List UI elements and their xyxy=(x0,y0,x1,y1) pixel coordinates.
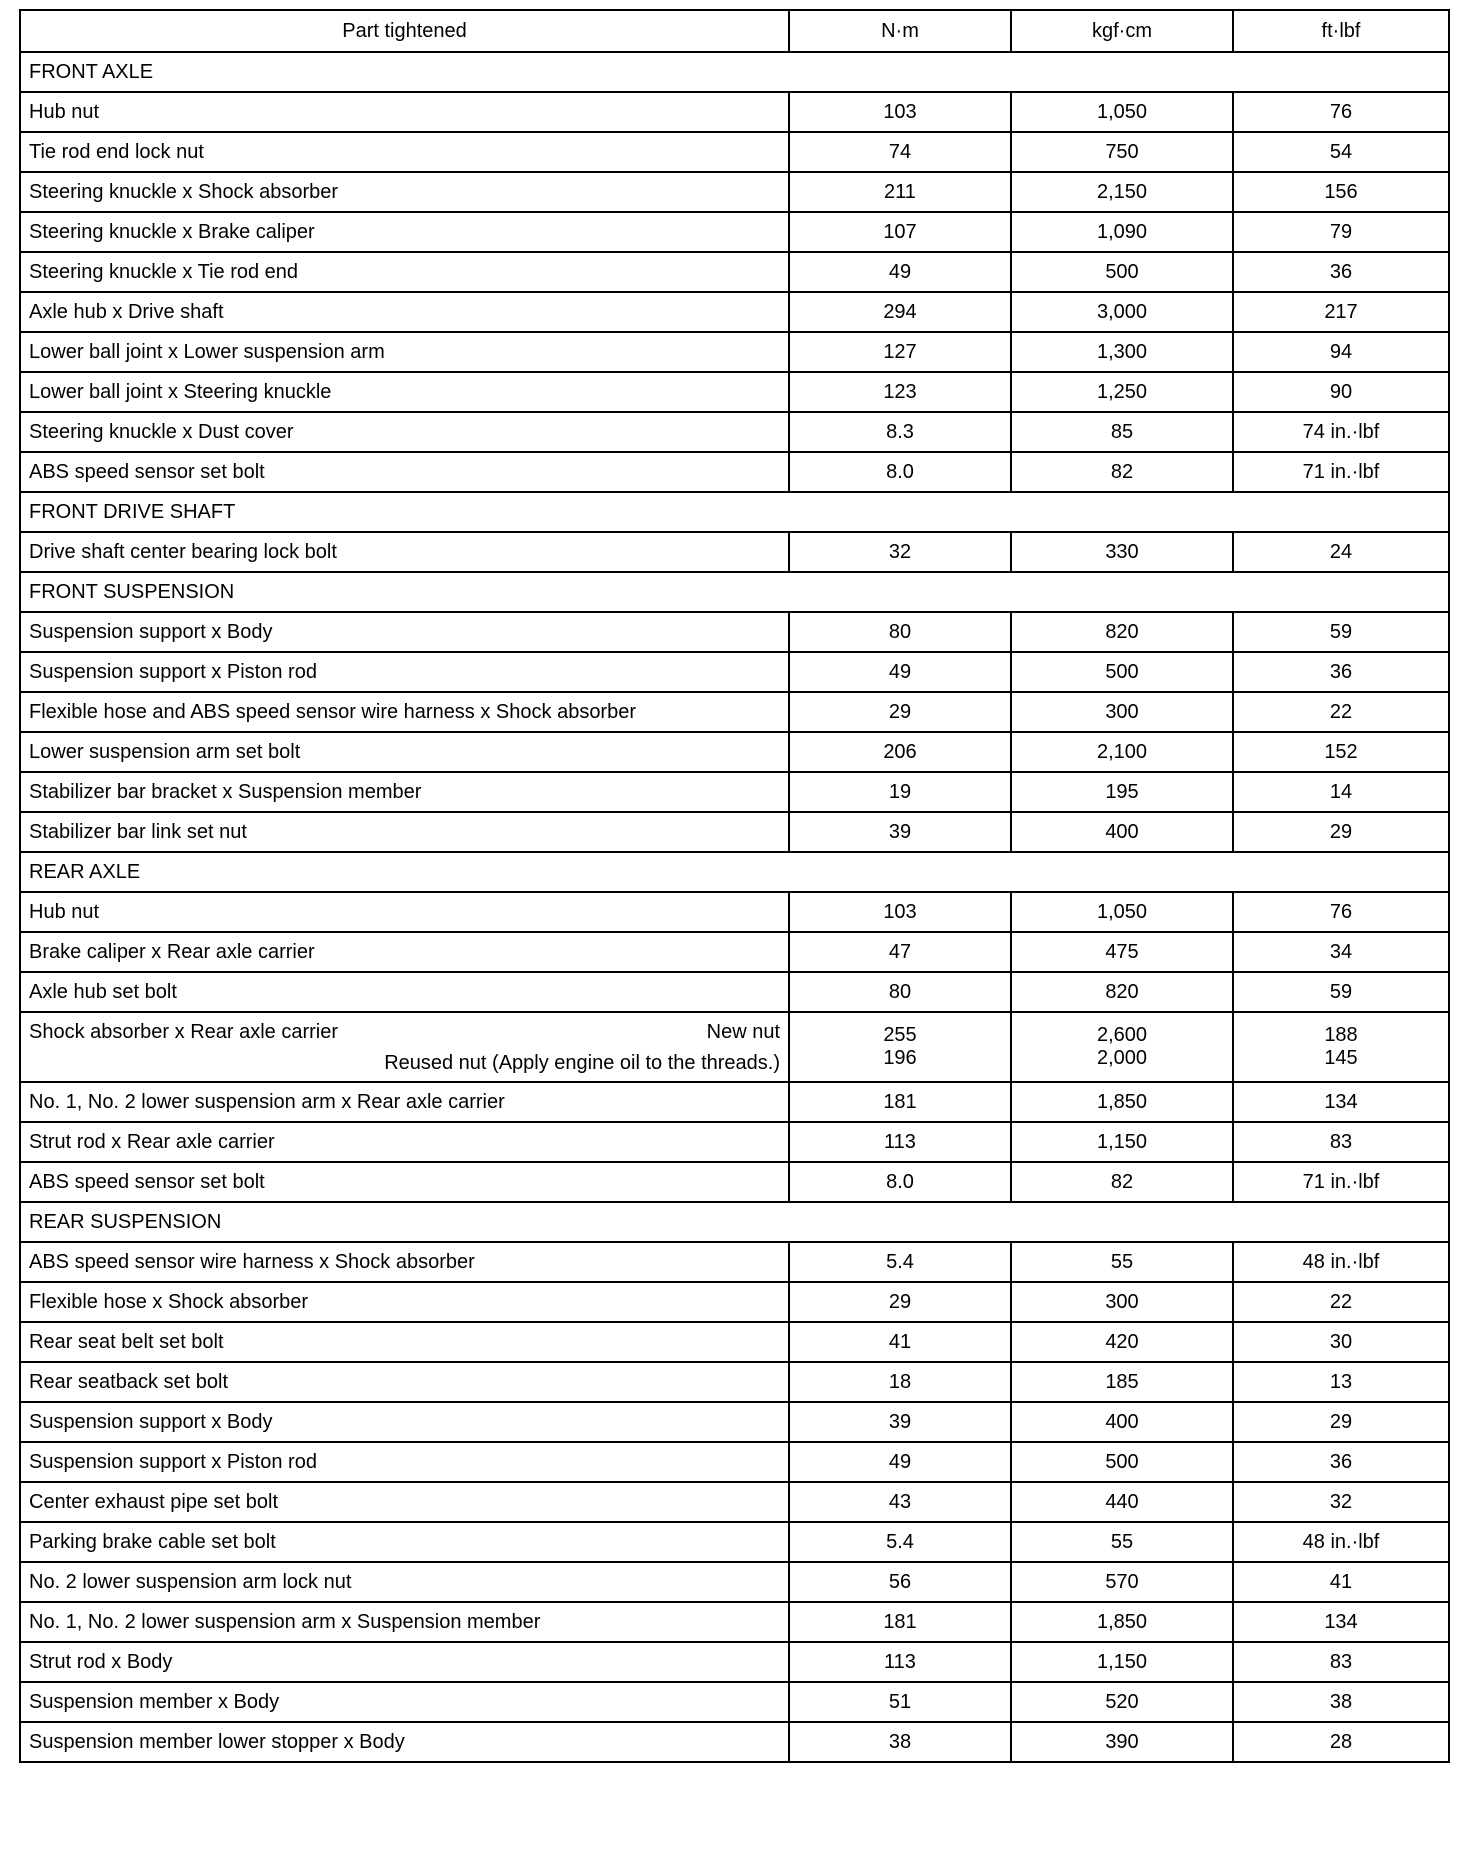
ft-lbf-value: 24 xyxy=(1233,532,1449,572)
kgf-cm-value: 2,150 xyxy=(1011,172,1233,212)
table-row xyxy=(20,452,1449,492)
kgf-cm-value: 820 xyxy=(1011,972,1233,1012)
part-split xyxy=(29,1015,780,1079)
ft-lbf-value: 79 xyxy=(1233,212,1449,252)
ft-lbf-value: 90 xyxy=(1233,372,1449,412)
kgf-cm-value: 1,150 xyxy=(1011,1122,1233,1162)
ft-lbf-value: 48 in.·lbf xyxy=(1233,1522,1449,1562)
part-name: Steering knuckle x Brake caliper xyxy=(20,212,789,252)
nm-value: 8.3 xyxy=(789,412,1011,452)
nm-value: 38 xyxy=(789,1722,1011,1762)
table-row xyxy=(20,212,1449,252)
kgf-cm-value: 2,600 xyxy=(1096,1024,1148,1046)
ft-lbf-value: 83 xyxy=(1233,1122,1449,1162)
ft-lbf-value: 48 in.·lbf xyxy=(1233,1242,1449,1282)
ft-lbf-value-reused: 145 xyxy=(1324,1047,1358,1069)
kgf-cm-value: 1,050 xyxy=(1011,92,1233,132)
nm-value: 107 xyxy=(789,212,1011,252)
nm-value: 113 xyxy=(789,1642,1011,1682)
part-name: Suspension support x Piston rod xyxy=(20,1442,789,1482)
ft-lbf-value: 29 xyxy=(1233,1402,1449,1442)
ft-lbf-value: 36 xyxy=(1233,652,1449,692)
kgf-cm-value: 82 xyxy=(1011,1162,1233,1202)
ft-lbf-value: 36 xyxy=(1233,252,1449,292)
kgf-cm-value: 195 xyxy=(1011,772,1233,812)
kgf-cm-value: 1,300 xyxy=(1011,332,1233,372)
section-row xyxy=(20,852,1449,892)
table-row xyxy=(20,1482,1449,1522)
kgf-cm-value-reused: 2,000 xyxy=(1096,1047,1148,1069)
part-name: Rear seatback set bolt xyxy=(20,1362,789,1402)
nm-value: 103 xyxy=(789,892,1011,932)
part-name: Steering knuckle x Dust cover xyxy=(20,412,789,452)
section-title: REAR SUSPENSION xyxy=(20,1202,1449,1242)
nm-value: 39 xyxy=(789,1402,1011,1442)
nm-value-cell xyxy=(789,1012,1011,1082)
kgf-cm-value: 55 xyxy=(1011,1522,1233,1562)
table-row xyxy=(20,772,1449,812)
nm-value: 255 xyxy=(883,1024,917,1046)
part-name: Shock absorber x Rear axle carrier xyxy=(29,1021,339,1043)
table-body xyxy=(20,52,1449,1762)
kgf-cm-value: 420 xyxy=(1011,1322,1233,1362)
part-cell xyxy=(20,1012,789,1082)
kgf-cm-value: 500 xyxy=(1011,652,1233,692)
table-header xyxy=(20,10,1449,52)
kgf-cm-value: 390 xyxy=(1011,1722,1233,1762)
ft-lbf-value: 54 xyxy=(1233,132,1449,172)
table-row xyxy=(20,332,1449,372)
table-row xyxy=(20,412,1449,452)
kgf-cm-value: 85 xyxy=(1011,412,1233,452)
part-name: Flexible hose x Shock absorber xyxy=(20,1282,789,1322)
kgf-cm-value: 1,150 xyxy=(1011,1642,1233,1682)
nm-value: 8.0 xyxy=(789,1162,1011,1202)
header-row xyxy=(20,10,1449,52)
kgf-cm-value: 1,250 xyxy=(1011,372,1233,412)
ft-lbf-value: 34 xyxy=(1233,932,1449,972)
header-kgf-cm: kgf·cm xyxy=(1011,10,1233,52)
part-name: Lower ball joint x Lower suspension arm xyxy=(20,332,789,372)
part-name: Flexible hose and ABS speed sensor wire harness x Shock absorber xyxy=(20,692,789,732)
ft-lbf-value: 14 xyxy=(1233,772,1449,812)
header-nm: N·m xyxy=(789,10,1011,52)
kgf-cm-value: 750 xyxy=(1011,132,1233,172)
section-row xyxy=(20,52,1449,92)
ft-lbf-value: 217 xyxy=(1233,292,1449,332)
table-row xyxy=(20,1522,1449,1562)
nm-value: 181 xyxy=(789,1602,1011,1642)
nm-value: 29 xyxy=(789,692,1011,732)
nm-value: 8.0 xyxy=(789,452,1011,492)
table-row xyxy=(20,652,1449,692)
ft-lbf-value: 28 xyxy=(1233,1722,1449,1762)
nm-value: 181 xyxy=(789,1082,1011,1122)
part-name: Axle hub x Drive shaft xyxy=(20,292,789,332)
part-name: Lower ball joint x Steering knuckle xyxy=(20,372,789,412)
section-row xyxy=(20,1202,1449,1242)
table-row xyxy=(20,812,1449,852)
table-row xyxy=(20,1162,1449,1202)
ft-lbf-value: 22 xyxy=(1233,692,1449,732)
part-name: No. 1, No. 2 lower suspension arm x Suspension member xyxy=(20,1602,789,1642)
nm-value-reused: 196 xyxy=(883,1047,917,1069)
part-name: Suspension member lower stopper x Body xyxy=(20,1722,789,1762)
nm-value: 49 xyxy=(789,652,1011,692)
part-name: Parking brake cable set bolt xyxy=(20,1522,789,1562)
kgf-cm-value: 330 xyxy=(1011,532,1233,572)
ft-lbf-value: 188 xyxy=(1324,1024,1358,1046)
table-row xyxy=(20,132,1449,172)
table-row xyxy=(20,532,1449,572)
kgf-cm-value: 55 xyxy=(1011,1242,1233,1282)
ft-lbf-value: 22 xyxy=(1233,1282,1449,1322)
part-name: Tie rod end lock nut xyxy=(20,132,789,172)
part-name: Steering knuckle x Tie rod end xyxy=(20,252,789,292)
nm-value: 5.4 xyxy=(789,1242,1011,1282)
table-row xyxy=(20,692,1449,732)
nm-value: 29 xyxy=(789,1282,1011,1322)
part-name: Rear seat belt set bolt xyxy=(20,1322,789,1362)
table-row xyxy=(20,1442,1449,1482)
section-title: REAR AXLE xyxy=(20,852,1449,892)
part-name: Axle hub set bolt xyxy=(20,972,789,1012)
nm-value: 127 xyxy=(789,332,1011,372)
ft-lbf-value: 152 xyxy=(1233,732,1449,772)
section-title: FRONT AXLE xyxy=(20,52,1449,92)
table-row xyxy=(20,1282,1449,1322)
part-name: No. 2 lower suspension arm lock nut xyxy=(20,1562,789,1602)
section-row xyxy=(20,572,1449,612)
nm-value: 32 xyxy=(789,532,1011,572)
nm-value: 19 xyxy=(789,772,1011,812)
ft-lbf-value: 59 xyxy=(1233,972,1449,1012)
ft-lbf-value: 38 xyxy=(1233,1682,1449,1722)
kgf-cm-value: 1,850 xyxy=(1011,1082,1233,1122)
ft-lbf-value: 76 xyxy=(1233,92,1449,132)
nm-value: 49 xyxy=(789,1442,1011,1482)
part-name: No. 1, No. 2 lower suspension arm x Rear axle carrier xyxy=(20,1082,789,1122)
table-row xyxy=(20,1642,1449,1682)
ft-lbf-value: 59 xyxy=(1233,612,1449,652)
nm-value: 211 xyxy=(789,172,1011,212)
nm-value: 80 xyxy=(789,972,1011,1012)
table-row xyxy=(20,1362,1449,1402)
part-name: Suspension support x Body xyxy=(20,612,789,652)
nm-value: 80 xyxy=(789,612,1011,652)
nm-value: 43 xyxy=(789,1482,1011,1522)
ft-lbf-value: 94 xyxy=(1233,332,1449,372)
part-name: Stabilizer bar link set nut xyxy=(20,812,789,852)
part-name: Steering knuckle x Shock absorber xyxy=(20,172,789,212)
nm-value: 74 xyxy=(789,132,1011,172)
section-row xyxy=(20,492,1449,532)
kgf-cm-value: 820 xyxy=(1011,612,1233,652)
kgf-cm-value: 475 xyxy=(1011,932,1233,972)
kgf-cm-value: 82 xyxy=(1011,452,1233,492)
section-title: FRONT DRIVE SHAFT xyxy=(20,492,1449,532)
part-name: Suspension support x Piston rod xyxy=(20,652,789,692)
kgf-cm-value: 500 xyxy=(1011,252,1233,292)
kgf-cm-value: 1,850 xyxy=(1011,1602,1233,1642)
table-row xyxy=(20,1402,1449,1442)
ft-lbf-value: 134 xyxy=(1233,1602,1449,1642)
part-name: Suspension member x Body xyxy=(20,1682,789,1722)
table-row xyxy=(20,612,1449,652)
part-name: Hub nut xyxy=(20,892,789,932)
table-row xyxy=(20,172,1449,212)
table-row xyxy=(20,1322,1449,1362)
part-name: Brake caliper x Rear axle carrier xyxy=(20,932,789,972)
part-name: Drive shaft center bearing lock bolt xyxy=(20,532,789,572)
ft-lbf-value: 134 xyxy=(1233,1082,1449,1122)
part-name: Center exhaust pipe set bolt xyxy=(20,1482,789,1522)
part-name: ABS speed sensor wire harness x Shock absorber xyxy=(20,1242,789,1282)
table-row xyxy=(20,1242,1449,1282)
nm-value: 56 xyxy=(789,1562,1011,1602)
table-row xyxy=(20,292,1449,332)
part-sub-new-nut: New nut xyxy=(706,1021,780,1043)
table-row xyxy=(20,372,1449,412)
nm-value: 294 xyxy=(789,292,1011,332)
nm-value: 103 xyxy=(789,92,1011,132)
kgf-cm-value: 300 xyxy=(1011,1282,1233,1322)
kgf-cm-value: 2,100 xyxy=(1011,732,1233,772)
table-row xyxy=(20,1082,1449,1122)
table-row xyxy=(20,1012,1449,1082)
kgf-cm-value: 440 xyxy=(1011,1482,1233,1522)
kgf-cm-value: 500 xyxy=(1011,1442,1233,1482)
ft-lbf-value: 41 xyxy=(1233,1562,1449,1602)
part-name: Suspension support x Body xyxy=(20,1402,789,1442)
torque-spec-table xyxy=(19,9,1450,1763)
ft-lbf-value: 156 xyxy=(1233,172,1449,212)
kgf-cm-value: 400 xyxy=(1011,812,1233,852)
table-row xyxy=(20,1722,1449,1762)
ft-lbf-value: 71 in.·lbf xyxy=(1233,452,1449,492)
ft-lbf-value: 30 xyxy=(1233,1322,1449,1362)
nm-value: 18 xyxy=(789,1362,1011,1402)
table-row xyxy=(20,1602,1449,1642)
section-title: FRONT SUSPENSION xyxy=(20,572,1449,612)
nm-value: 123 xyxy=(789,372,1011,412)
ft-lbf-value: 76 xyxy=(1233,892,1449,932)
kgf-cm-value: 185 xyxy=(1011,1362,1233,1402)
table-row xyxy=(20,732,1449,772)
ft-lbf-value: 13 xyxy=(1233,1362,1449,1402)
nm-value: 206 xyxy=(789,732,1011,772)
nm-value: 47 xyxy=(789,932,1011,972)
table-row xyxy=(20,972,1449,1012)
kgf-cm-value-cell xyxy=(1011,1012,1233,1082)
kgf-cm-value: 570 xyxy=(1011,1562,1233,1602)
ft-lbf-value: 83 xyxy=(1233,1642,1449,1682)
header-ft-lbf: ft·lbf xyxy=(1233,10,1449,52)
kgf-cm-value: 400 xyxy=(1011,1402,1233,1442)
part-name: Strut rod x Body xyxy=(20,1642,789,1682)
ft-lbf-value: 32 xyxy=(1233,1482,1449,1522)
table-row xyxy=(20,1562,1449,1602)
kgf-cm-value: 520 xyxy=(1011,1682,1233,1722)
part-name: Stabilizer bar bracket x Suspension member xyxy=(20,772,789,812)
table-row xyxy=(20,252,1449,292)
nm-value: 41 xyxy=(789,1322,1011,1362)
table-row xyxy=(20,1122,1449,1162)
table-row xyxy=(20,1682,1449,1722)
table-row xyxy=(20,92,1449,132)
nm-value: 51 xyxy=(789,1682,1011,1722)
ft-lbf-value: 29 xyxy=(1233,812,1449,852)
table-row xyxy=(20,932,1449,972)
nm-value: 5.4 xyxy=(789,1522,1011,1562)
kgf-cm-value: 1,050 xyxy=(1011,892,1233,932)
ft-lbf-value-cell xyxy=(1233,1012,1449,1082)
header-part-tightened: Part tightened xyxy=(20,10,789,52)
ft-lbf-value: 74 in.·lbf xyxy=(1233,412,1449,452)
nm-value: 39 xyxy=(789,812,1011,852)
part-name: Hub nut xyxy=(20,92,789,132)
part-sub-reused-nut: Reused nut (Apply engine oil to the threads.) xyxy=(384,1052,780,1074)
kgf-cm-value: 3,000 xyxy=(1011,292,1233,332)
ft-lbf-value: 71 in.·lbf xyxy=(1233,1162,1449,1202)
table-row xyxy=(20,892,1449,932)
part-name: ABS speed sensor set bolt xyxy=(20,452,789,492)
part-name: Lower suspension arm set bolt xyxy=(20,732,789,772)
ft-lbf-value: 36 xyxy=(1233,1442,1449,1482)
part-name: Strut rod x Rear axle carrier xyxy=(20,1122,789,1162)
kgf-cm-value: 300 xyxy=(1011,692,1233,732)
part-name: ABS speed sensor set bolt xyxy=(20,1162,789,1202)
kgf-cm-value: 1,090 xyxy=(1011,212,1233,252)
nm-value: 49 xyxy=(789,252,1011,292)
nm-value: 113 xyxy=(789,1122,1011,1162)
